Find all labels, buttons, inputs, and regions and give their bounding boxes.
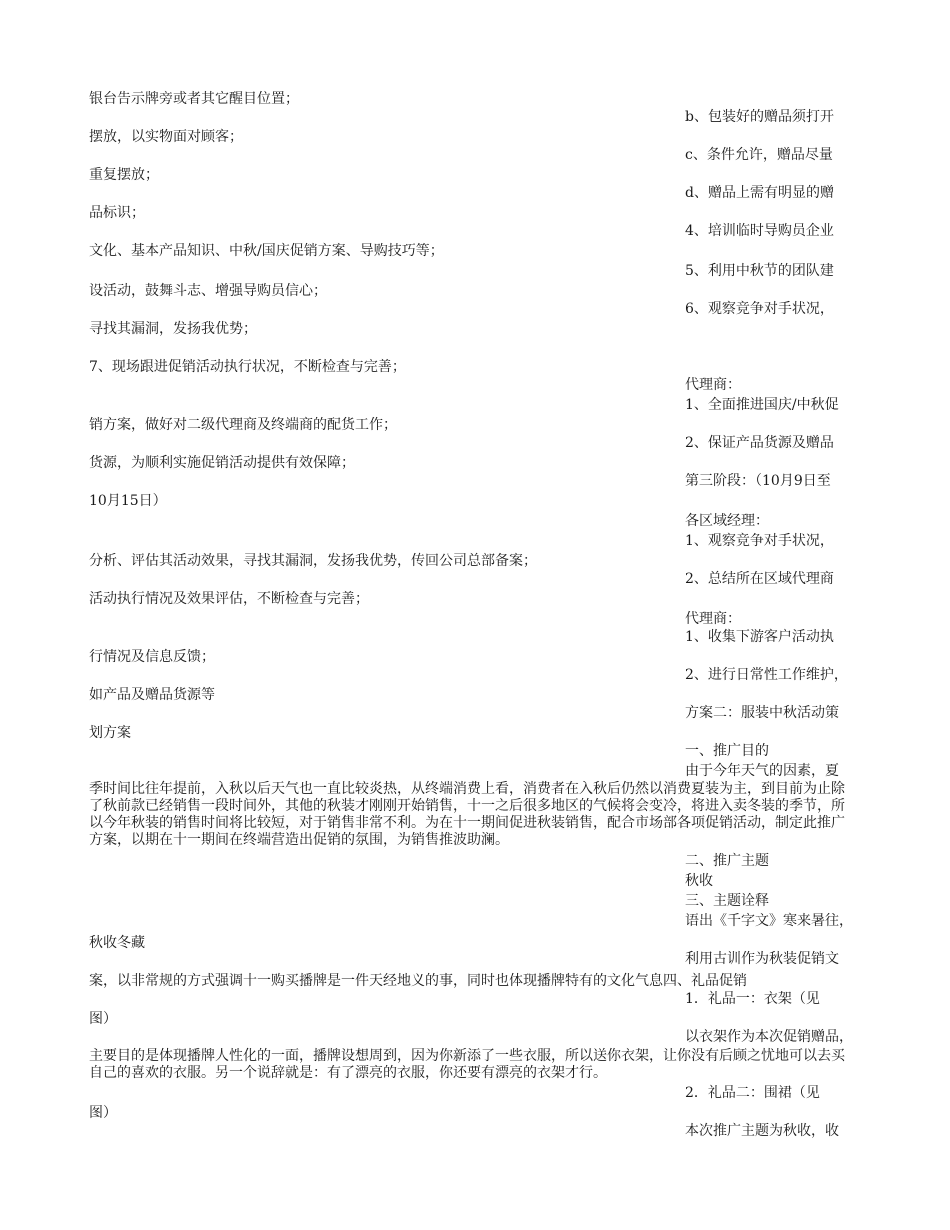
left-line-12: 分析、评估其活动效果，寻找其漏洞，发扬我优势，传回公司总部备案； <box>89 553 537 569</box>
right-line-16: 2、进行日常性工作维护， <box>685 667 848 683</box>
right-line-6: 6、观察竞争对手状况， <box>685 301 834 317</box>
left-line-20: 图） <box>89 1011 117 1027</box>
left-line-11: 10月15日） <box>89 493 167 509</box>
right-line-23: 语出《千字文》寒来暑往， <box>685 913 853 929</box>
left-line-19: 案，以非常规的方式强调十一购买播牌是一件天经地义的事，同时也体现播牌特有的文化气息四、礼品促销 <box>89 973 747 989</box>
right-line-21: 秋收 <box>685 873 713 889</box>
left-line-16: 划方案 <box>89 725 131 741</box>
left-line-1: 银台告示牌旁或者其它醒目位置； <box>89 91 299 107</box>
right-line-18: 一、推广目的 <box>685 743 769 759</box>
left-line-6: 设活动，鼓舞斗志、增强导购员信心； <box>89 283 327 299</box>
left-line-10: 货源，为顺利实施促销活动提供有效保障； <box>89 455 355 471</box>
left-line-8: 7、现场跟进促销活动执行状况，不断检查与完善； <box>89 359 406 375</box>
left-line-15: 如产品及赠品货源等 <box>89 687 215 703</box>
left-line-13: 活动执行情况及效果评估，不断检查与完善； <box>89 591 369 607</box>
right-line-28: 本次推广主题为秋收，收 <box>685 1123 839 1139</box>
left-line-9: 销方案，做好对二级代理商及终端商的配货工作； <box>89 417 397 433</box>
right-line-27: 2．礼品二：围裙（见 <box>685 1085 820 1101</box>
right-line-5: 5、利用中秋节的团队建 <box>685 263 834 279</box>
right-line-25: 1．礼品一：衣架（见 <box>685 991 820 1007</box>
left-line-7: 寻找其漏洞，发扬我优势； <box>89 321 257 337</box>
left-line-14: 行情况及信息反馈； <box>89 649 215 665</box>
right-line-26: 以衣架作为本次促销赠品， <box>685 1029 853 1045</box>
background-paragraph: 季时间比往年提前，入秋以后天气也一直比较炎热，从终端消费上看，消费者在入秋后仍然以消费夏装为主，到目前为止除了秋前款已经销售一段时间外，其他的秋装才刚刚开始销售，十一之后很多地区的气候将会变冷，将进入卖冬装的季节，所以今年秋装的销售时间将比较短，对于销售非常不利。为在十一期间促进秋装销售，配合市场部各项促销活动，制定此推广方案，以期在十一期间在终端营造出促销的氛围，为销售推波助澜。 <box>89 781 845 848</box>
right-line-7: 代理商： <box>685 377 741 393</box>
right-line-11: 各区域经理： <box>685 513 769 529</box>
right-line-22: 三、主题诠释 <box>685 893 769 909</box>
left-line-4: 品标识； <box>89 205 145 221</box>
right-line-10: 第三阶段：（10月9日至 <box>685 473 831 489</box>
right-line-19: 由于今年天气的因素，夏 <box>685 763 839 779</box>
right-line-24: 利用古训作为秋装促销文 <box>685 951 839 967</box>
left-line-3: 重复摆放； <box>89 167 159 183</box>
right-line-20: 二、推广主题 <box>685 853 769 869</box>
right-line-3: d、赠品上需有明显的赠 <box>685 185 834 201</box>
right-line-13: 2、总结所在区域代理商 <box>685 571 834 587</box>
left-line-18: 秋收冬藏 <box>89 935 145 951</box>
right-line-2: c、条件允许，赠品尽量 <box>685 147 833 163</box>
left-line-22: 图） <box>89 1105 117 1121</box>
right-line-14: 代理商： <box>685 611 741 627</box>
right-line-15: 1、收集下游客户活动执 <box>685 629 834 645</box>
right-line-17: 方案二：服装中秋活动策 <box>685 705 839 721</box>
right-line-12: 1、观察竞争对手状况， <box>685 533 834 549</box>
right-line-4: 4、培训临时导购员企业 <box>685 223 834 239</box>
right-line-8: 1、全面推进国庆/中秋促 <box>685 397 839 413</box>
right-line-9: 2、保证产品货源及赠品 <box>685 435 834 451</box>
left-line-2: 摆放，以实物面对顾客； <box>89 129 243 145</box>
gift-paragraph: 主要目的是体现播牌人性化的一面，播牌设想周到，因为你新添了一些衣服，所以送你衣架，让你没有后顾之忧地可以去买自己的喜欢的衣服。另一个说辞就是：有了漂亮的衣服，你还要有漂亮的衣架才行。 <box>89 1048 845 1081</box>
left-line-5: 文化、基本产品知识、中秋/国庆促销方案、导购技巧等； <box>89 243 444 259</box>
right-line-1: b、包装好的赠品须打开 <box>685 109 834 125</box>
